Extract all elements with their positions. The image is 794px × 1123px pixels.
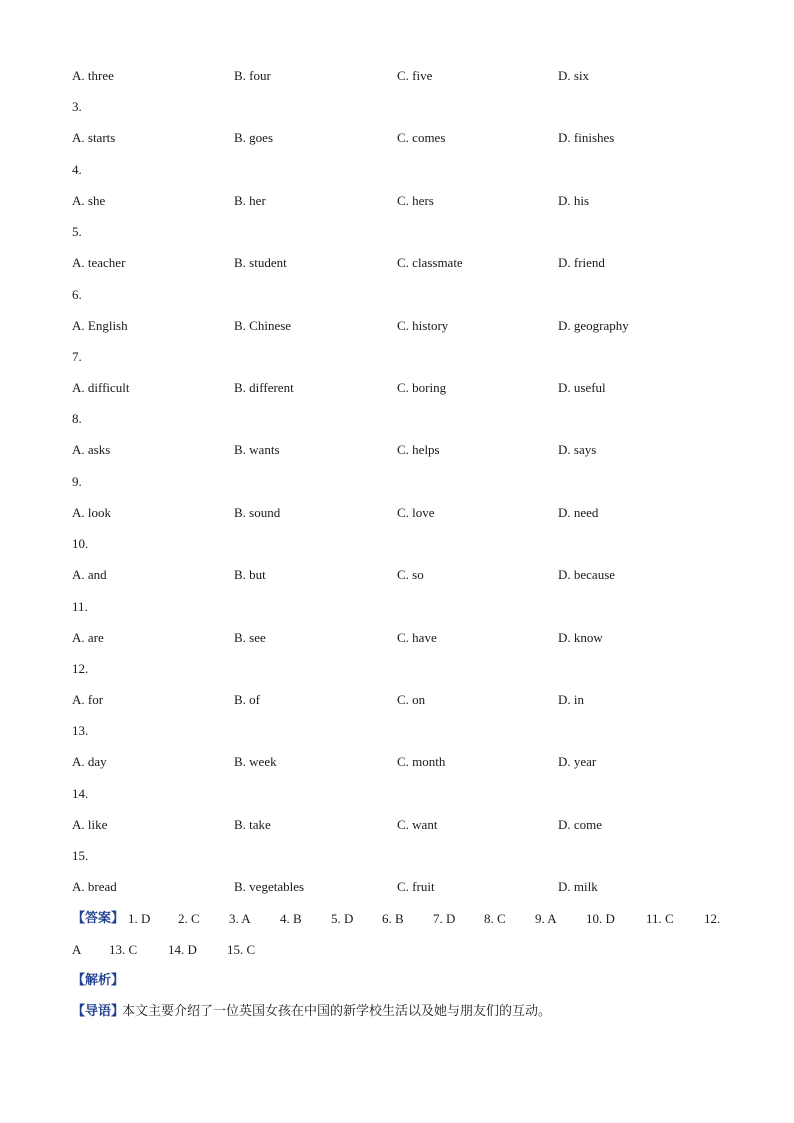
option-row (72, 440, 732, 460)
option-c: C. have (397, 630, 437, 645)
option-c: C. love (397, 505, 435, 520)
intro-line (72, 1002, 732, 1022)
question-number: 14. (72, 786, 89, 801)
option-row (72, 128, 732, 148)
intro-label: 【导语】 (72, 1004, 125, 1019)
option-b: B. of (234, 692, 260, 707)
answer-item: 8. C (484, 911, 506, 926)
question-number: 6. (72, 287, 82, 302)
option-b: B. vegetables (234, 879, 305, 894)
answer-item: 13. C (109, 942, 138, 957)
option-b: B. student (234, 255, 287, 270)
intro-text: 本文主要介绍了一位英国女孩在中国的新学校生活以及她与朋友们的互动。 (122, 1004, 552, 1019)
option-d: D. because (558, 567, 616, 582)
option-row (72, 316, 732, 336)
option-row (72, 378, 732, 398)
question-number: 3. (72, 99, 82, 114)
answer-line-2 (72, 940, 732, 960)
option-d: D. six (558, 68, 590, 83)
question-number: 13. (72, 723, 89, 738)
answer-label: 【答案】 (72, 911, 125, 926)
option-c: C. hers (397, 193, 434, 208)
answer-item: 3. A (229, 911, 251, 926)
option-a: A. are (72, 630, 104, 645)
option-d: D. useful (558, 380, 606, 395)
option-b: B. four (234, 68, 271, 83)
option-a: A. look (72, 505, 111, 520)
answer-item: 11. C (646, 911, 674, 926)
option-d: D. in (558, 692, 584, 707)
option-b: B. sound (234, 505, 281, 520)
answer-item: 14. D (168, 942, 197, 957)
option-a: A. starts (72, 130, 116, 145)
option-row (72, 690, 732, 710)
option-row (72, 628, 732, 648)
option-c: C. month (397, 754, 446, 769)
question-number: 9. (72, 474, 82, 489)
option-b: B. different (234, 380, 294, 395)
option-b: B. week (234, 754, 277, 769)
option-d: D. know (558, 630, 603, 645)
answer-item: 4. B (280, 911, 302, 926)
option-c: C. five (397, 68, 433, 83)
option-c: C. want (397, 817, 438, 832)
answer-item: 5. D (331, 911, 354, 926)
option-row (72, 752, 732, 772)
option-row (72, 503, 732, 523)
option-row (72, 66, 732, 86)
option-row (72, 877, 732, 897)
option-row (72, 191, 732, 211)
option-b: B. her (234, 193, 266, 208)
option-d: D. says (558, 442, 597, 457)
option-c: C. boring (397, 380, 447, 395)
option-d: D. his (558, 193, 590, 208)
answer-item: 2. C (178, 911, 200, 926)
answer-item: 6. B (382, 911, 404, 926)
answer-item: A (72, 942, 82, 957)
option-a: A. asks (72, 442, 111, 457)
option-b: B. but (234, 567, 266, 582)
option-a: A. day (72, 754, 107, 769)
option-a: A. teacher (72, 255, 126, 270)
option-c: C. fruit (397, 879, 435, 894)
answer-item: 7. D (433, 911, 456, 926)
option-c: C. history (397, 318, 449, 333)
option-a: A. three (72, 68, 114, 83)
option-a: A. like (72, 817, 108, 832)
option-b: B. see (234, 630, 266, 645)
option-d: D. year (558, 754, 597, 769)
option-c: C. on (397, 692, 426, 707)
option-row (72, 815, 732, 835)
question-number: 10. (72, 536, 89, 551)
option-d: D. finishes (558, 130, 615, 145)
option-d: D. geography (558, 318, 629, 333)
question-number: 12. (72, 661, 89, 676)
analysis-line (72, 971, 732, 991)
option-row (72, 565, 732, 585)
option-c: C. classmate (397, 255, 463, 270)
option-b: B. take (234, 817, 271, 832)
question-number: 8. (72, 411, 82, 426)
question-number: 5. (72, 224, 82, 239)
option-a: A. difficult (72, 380, 130, 395)
analysis-label: 【解析】 (72, 973, 125, 988)
option-d: D. come (558, 817, 603, 832)
option-d: D. need (558, 505, 599, 520)
option-d: D. friend (558, 255, 605, 270)
question-number: 15. (72, 848, 89, 863)
option-b: B. wants (234, 442, 280, 457)
option-d: D. milk (558, 879, 598, 894)
option-a: A. bread (72, 879, 117, 894)
question-number: 11. (72, 599, 88, 614)
option-row (72, 253, 732, 273)
option-a: A. and (72, 567, 107, 582)
option-a: A. for (72, 692, 104, 707)
option-b: B. goes (234, 130, 273, 145)
answer-item: 1. D (128, 911, 151, 926)
answer-item: 15. C (227, 942, 256, 957)
answer-item: 10. D (586, 911, 615, 926)
question-number: 4. (72, 162, 82, 177)
answer-item: 12. (704, 911, 721, 926)
option-a: A. English (72, 318, 128, 333)
answer-item: 9. A (535, 911, 557, 926)
option-b: B. Chinese (234, 318, 292, 333)
option-c: C. so (397, 567, 424, 582)
option-c: C. helps (397, 442, 440, 457)
answer-line-1 (72, 909, 732, 929)
question-number: 7. (72, 349, 82, 364)
option-c: C. comes (397, 130, 446, 145)
option-a: A. she (72, 193, 106, 208)
